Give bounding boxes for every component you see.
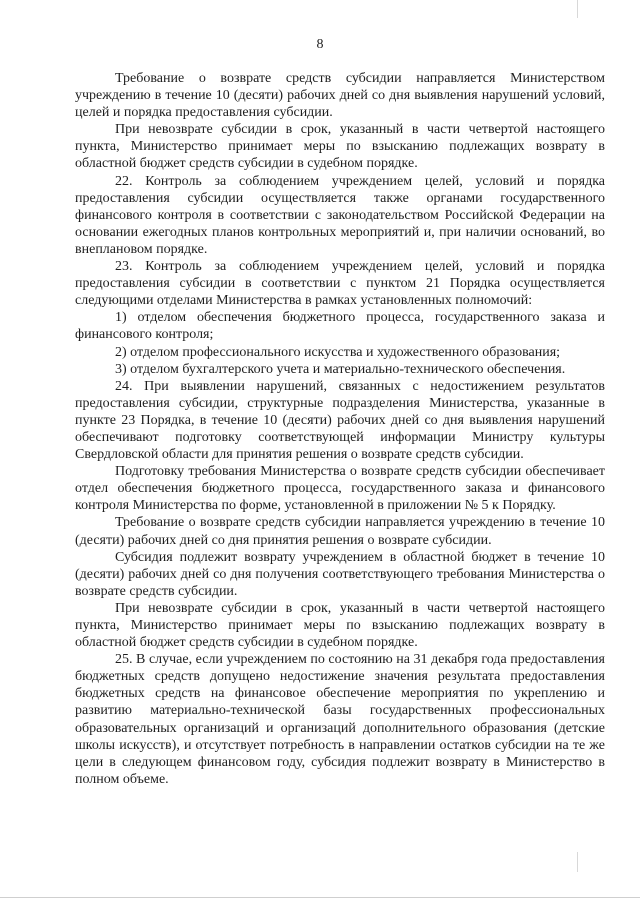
paragraph-22-control: 22. Контроль за соблюдением учреждением целей, условий и порядка предоставления субсидии осуществляется также органами государственного финансового контроля в соответствии с законодательством Российской Федерации на основании ежегодных планов контрольных мероприятий и, при наличии оснований, во внеплановом порядке. xyxy=(75,173,605,257)
list-item-department-3: 3) отделом бухгалтерского учета и материально-технического обеспечения. xyxy=(115,361,566,377)
paragraph-23-control-departments: 23. Контроль за соблюдением учреждением целей, условий и порядка предоставления субсидии в соответствии с пунктом 21 Порядка осуществляется следующими отделами Министерства в рамках установленных полномочий: xyxy=(75,259,605,309)
bottom-edge-line xyxy=(0,897,640,898)
paragraph-demand-preparation: Подготовку требования Министерства о возврате средств субсидии обеспечивает отдел обеспечения бюджетного процесса, государственного заказа и финансового контроля Министерства по форме, установленной в приложении № 5 к Порядку. xyxy=(75,464,605,514)
list-item-department-2: 2) отделом профессионального искусства и художественного образования; xyxy=(115,344,561,360)
paragraph-24-violations: 24. При выявлении нарушений, связанных с недостижением результатов предоставления субсидии, структурные подразделения Министерства, указанные в пункте 23 Порядка, в течение 10 (десяти) рабочих дней со дня выявления нарушений обеспечивают подготовку соответствующей информации Министру культуры Свердловской области для принятия решения о возврате средств субсидии. xyxy=(75,378,605,463)
paragraph-subsidy-return: Субсидия подлежит возврату учреждением в областной бюджет в течение 10 (десяти) рабочих дней со дня получения соответствующего требования Министерства о возврате средств субсидии. xyxy=(75,549,605,599)
paragraph-25-shortfall: 25. В случае, если учреждением по состоянию на 31 декабря года предоставления бюджетных средств допущено недостижение значения результата предоставления бюджетных средств на финансовое обеспечение мероприятия по укреплению и развитию материально-технической базы государственных профессиональных образовательных организаций и организаций дополнительного образования (детские школы искусств), и отсутствует потребность в направлении остатков субсидии на те же цели в следующем финансовом году, субсидия подлежит возврату в Министерство в полном объеме. xyxy=(75,652,605,787)
paragraph-non-return: При невозврате субсидии в срок, указанный в части четвертой настоящего пункта, Министерство принимает меры по взысканию подлежащих возврату в областной бюджет средств субсидии в судебном порядке. xyxy=(75,122,605,172)
paragraph-demand-sending: Требование о возврате средств субсидии направляется учреждению в течение 10 (десяти) рабочих дней со дня принятия решения о возврате субсидии. xyxy=(75,515,605,548)
list-item-department-1: 1) отделом обеспечения бюджетного процесса, государственного заказа и финансового контроля; xyxy=(75,310,605,343)
page-number: 8 xyxy=(316,37,324,52)
document-body xyxy=(75,70,605,788)
paragraph-non-return-2: При невозврате субсидии в срок, указанный в части четвертой настоящего пункта, Министерство принимает меры по взысканию подлежащих возврату в областной бюджет средств субсидии в судебном порядке. xyxy=(75,600,605,651)
scan-edge-mark-bottom xyxy=(577,852,578,872)
scan-edge-mark-top xyxy=(577,0,578,18)
paragraph-refund-demand: Требование о возврате средств субсидии направляется Министерством учреждению в течение 10 (десяти) рабочих дней со дня выявления нарушений условий, целей и порядка предоставления субсидии. xyxy=(75,71,605,121)
